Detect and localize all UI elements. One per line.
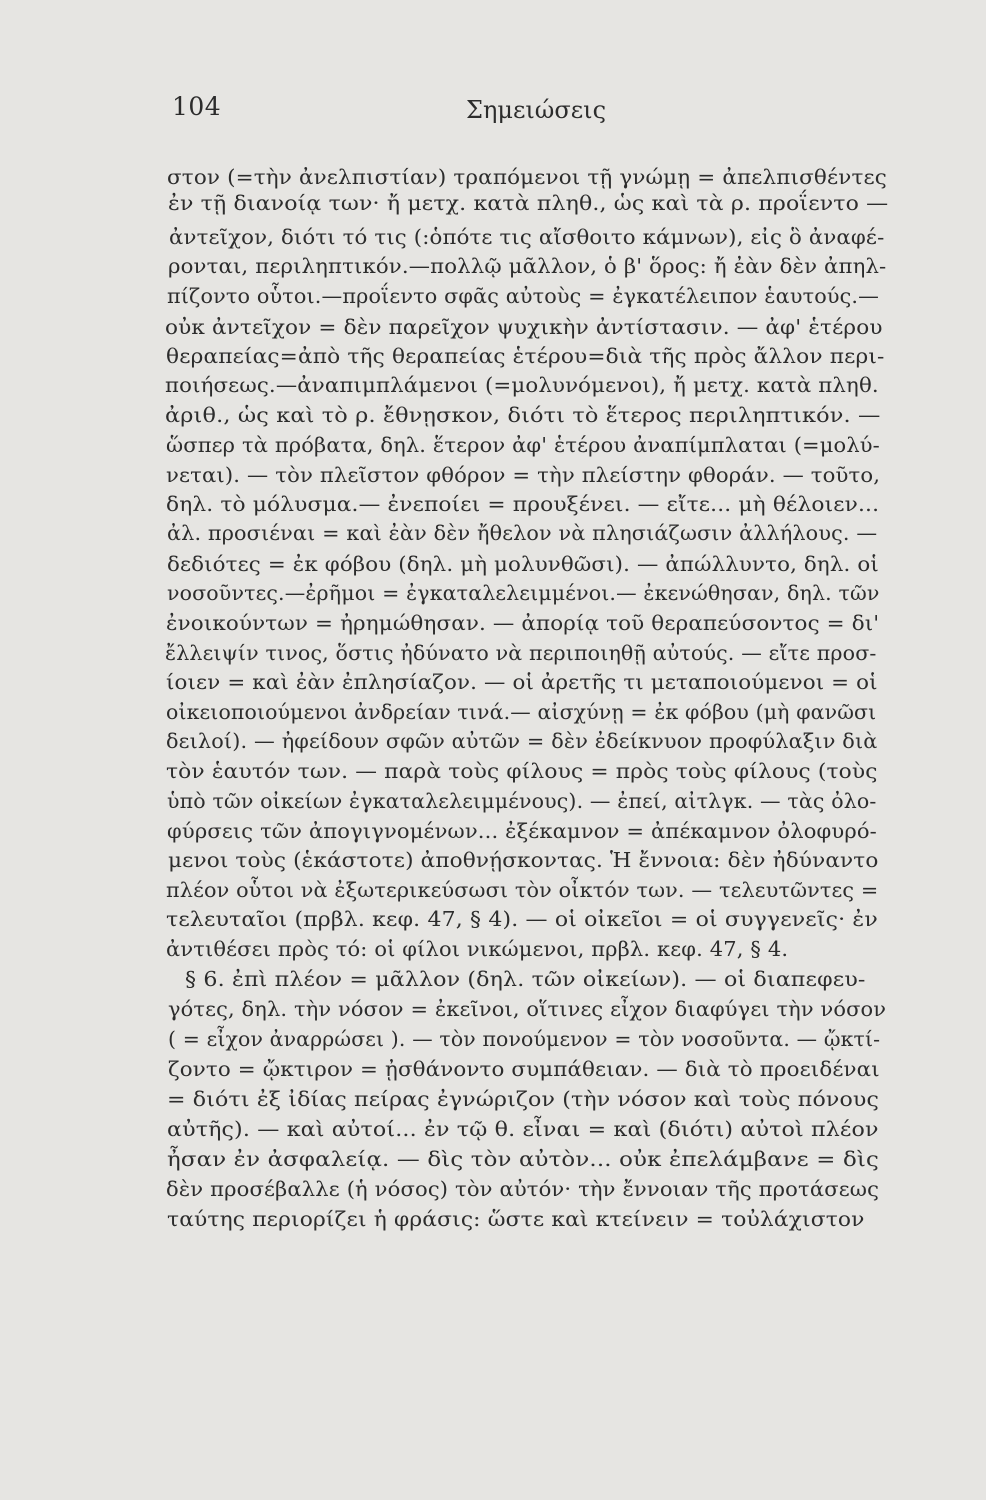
text-line: πλέον οὗτοι νὰ ἐξωτερικεύσωσι τὸν οἶκτόν των. — τελευτῶντες = xyxy=(166,878,879,902)
text-line: νεται). — τὸν πλεῖστον φθόρον = τὴν πλείστην φθοράν. — τοῦτο, xyxy=(166,463,881,487)
text-line: ἀλ. προσιέναι = καὶ ἐὰν δὲν ἤθελον νὰ πλησιάζωσιν ἀλλήλους. — xyxy=(167,521,878,545)
text-line: ἔλλειψίν τινος, ὅστις ἠδύνατο νὰ περιποιηθῇ αὐτούς. — εἴτε προσ- xyxy=(165,641,877,665)
text-line: § 6. ἐπὶ πλέον = μᾶλλον (δηλ. τῶν οἰκείων). — οἱ διαπεφευ- xyxy=(185,967,866,991)
text-line: νοσοῦντες.—ἐρῆμοι = ἐγκαταλελειμμένοι.— ἐκενώθησαν, δηλ. τῶν xyxy=(167,581,880,605)
text-line: φύρσεις τῶν ἀπογιγνομένων... ἐξέκαμνον = ἀπέκαμνον ὀλοφυρό- xyxy=(167,819,877,843)
text-line: τελευταῖοι (πρβλ. κεφ. 47, § 4). — οἱ οἰκεῖοι = οἱ συγγενεῖς· ἐν xyxy=(166,907,878,931)
text-line: = διότι ἐξ ἰδίας πείρας ἐγνώριζον (τὴν νόσον καὶ τοὺς πόνους xyxy=(167,1087,879,1111)
text-line: ποιήσεως.—ἀναπιμπλάμενοι (=μολυνόμενοι), ἤ μετχ. κατὰ πληθ. xyxy=(165,373,879,397)
text-line: δειλοί). — ἠφείδουν σφῶν αὐτῶν = δὲν ἐδείκνυον προφύλαξιν διὰ xyxy=(166,729,878,753)
text-line: οὐκ ἀντεῖχον = δὲν παρεῖχον ψυχικὴν ἀντίστασιν. — ἀφ' ἑτέρου xyxy=(165,315,883,339)
text-line: ζοντο = ᾤκτιρον = ᾐσθάνοντο συμπάθειαν. — διὰ τὸ προειδέναι xyxy=(168,1057,880,1081)
text-line: μενοι τοὺς (ἑκάστοτε) ἀποθνῄσκοντας. Ἡ ἔννοια: δὲν ἠδύναντο xyxy=(168,848,879,872)
page-number: 104 xyxy=(172,92,222,121)
text-line: ταύτης περιορίζει ἡ φράσις: ὥστε καὶ κτείνειν = τοὐλάχιστον xyxy=(167,1207,865,1231)
text-line: δὲν προσέβαλλε (ἡ νόσος) τὸν αὐτόν· τὴν ἔννοιαν τῆς προτάσεως xyxy=(166,1177,880,1201)
text-line: στον (=τὴν ἀνελπιστίαν) τραπόμενοι τῇ γνώμῃ = ἀπελπισθέντες xyxy=(167,165,887,189)
text-line: ρονται, περιληπτικόν.—πολλῷ μᾶλλον, ὁ β' ὅρος: ἤ ἐὰν δὲν ἀπηλ- xyxy=(168,254,887,278)
text-line: ἀριθ., ὡς καὶ τὸ ρ. ἔθνῃσκον, διότι τὸ ἕτερος περιληπτικόν. — xyxy=(165,403,881,427)
text-line: γότες, δηλ. τὴν νόσον = ἐκεῖνοι, οἵτινες εἶχον διαφύγει τὴν νόσον xyxy=(168,997,887,1021)
text-line: ἐν τῇ διανοίᾳ των· ἤ μετχ. κατὰ πληθ., ὡς καὶ τὰ ρ. προΐεντο — xyxy=(168,191,889,215)
text-line: ὑπὸ τῶν οἰκείων ἐγκαταλελειμμένους). — ἐπεί, αἰτλγκ. — τὰς ὀλο- xyxy=(167,789,877,813)
text-line: θεραπείας=ἀπὸ τῆς θεραπείας ἑτέρου=διὰ τῆς πρὸς ἄλλον περι- xyxy=(166,344,885,368)
text-line: ίοιεν = καὶ ἐὰν ἐπλησίαζον. — οἱ ἀρετῆς τι μεταποιούμενοι = οἱ xyxy=(166,670,878,694)
text-line: αὐτῆς). — καὶ αὐτοί... ἐν τῷ θ. εἶναι = καὶ (διότι) αὐτοὶ πλέον xyxy=(167,1117,879,1141)
text-line: πίζοντο οὗτοι.—προΐεντο σφᾶς αὐτοὺς = ἐγκατέλειπον ἑαυτούς.— xyxy=(167,284,879,308)
text-line: τὸν ἑαυτόν των. — παρὰ τοὺς φίλους = πρὸς τοὺς φίλους (τοὺς xyxy=(166,759,878,783)
text-line: δεδιότες = ἐκ φόβου (δηλ. μὴ μολυνθῶσι). — ἀπώλλυντο, δηλ. οἱ xyxy=(167,552,879,576)
text-line: ἀντεῖχον, διότι τό τις (:ὁπότε τις αἴσθοιτο κάμνων), εἰς ὃ ἀναφέ- xyxy=(169,225,885,249)
text-line: δηλ. τὸ μόλυσμα.— ἐνεποίει = προυξένει. — εἴτε... μὴ θέλοιεν... xyxy=(166,492,880,516)
text-line: ( = εἶχον ἀναρρώσει ). — τὸν πονούμενον = τὸν νοσοῦντα. — ᾤκτί- xyxy=(168,1027,881,1051)
running-head: Σημειώσεις xyxy=(466,96,607,124)
text-line: ἀντιθέσει πρὸς τό: οἱ φίλοι νικώμενοι, πρβλ. κεφ. 47, § 4. xyxy=(166,937,789,961)
text-line: ἦσαν ἐν ἀσφαλείᾳ. — δὶς τὸν αὐτὸν... οὐκ ἐπελάμβανε = δὶς xyxy=(167,1147,879,1171)
text-line: οἰκειοποιούμενοι ἀνδρείαν τινά.— αἰσχύνῃ = ἐκ φόβου (μὴ φανῶσι xyxy=(166,700,877,724)
text-line: ἐνοικούντων = ἠρημώθησαν. — ἀπορίᾳ τοῦ θεραπεύσοντος = δι' xyxy=(166,611,880,635)
text-line: ὥσπερ τὰ πρόβατα, δηλ. ἕτερον ἀφ' ἑτέρου ἀναπίμπλαται (=μολύ- xyxy=(166,433,880,457)
